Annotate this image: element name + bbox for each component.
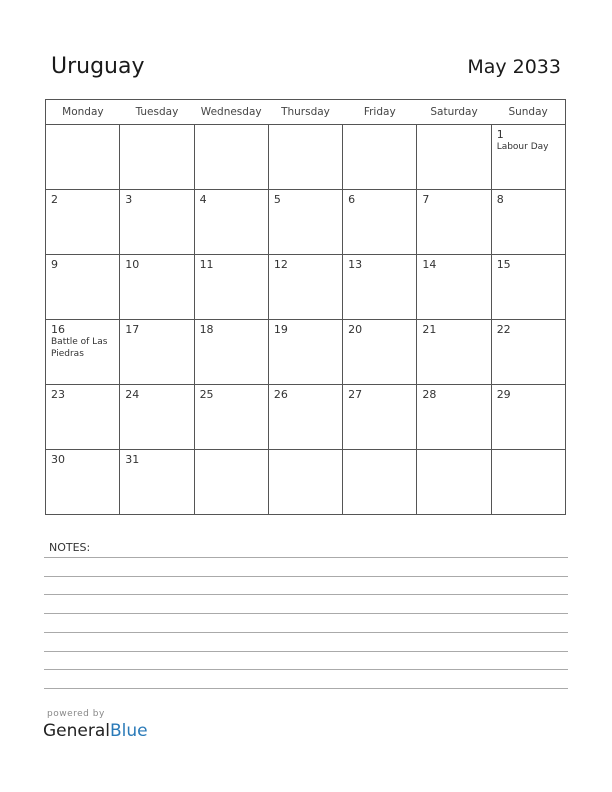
day-cell xyxy=(120,320,194,385)
day-number: 12 xyxy=(273,258,288,271)
holiday-label: Labour Day xyxy=(496,142,549,152)
day-number: 21 xyxy=(422,323,437,336)
weekday-saturday: Saturday xyxy=(417,100,491,125)
weekday-thursday: Thursday xyxy=(268,100,342,125)
day-number: 29 xyxy=(496,388,511,401)
day-number: 8 xyxy=(496,193,504,206)
day-number: 17 xyxy=(125,323,140,336)
day-cell xyxy=(491,190,565,255)
note-line xyxy=(44,613,568,614)
day-cell xyxy=(491,125,565,190)
holiday-label: Battle of Las Piedras xyxy=(51,337,108,359)
weekday-tuesday: Tuesday xyxy=(120,100,194,125)
day-cell xyxy=(491,450,565,515)
day-cell xyxy=(343,320,417,385)
day-cell xyxy=(120,190,194,255)
day-cell xyxy=(417,385,491,450)
day-number: 31 xyxy=(125,453,140,466)
day-cell xyxy=(194,320,268,385)
day-number: 7 xyxy=(422,193,430,206)
day-number: 19 xyxy=(273,323,288,336)
day-cell xyxy=(268,190,342,255)
day-cell xyxy=(194,385,268,450)
week-row xyxy=(46,255,566,320)
week-row xyxy=(46,320,566,385)
day-number: 22 xyxy=(496,323,511,336)
day-cell xyxy=(194,190,268,255)
day-cell xyxy=(343,125,417,190)
week-row xyxy=(46,450,566,515)
day-cell xyxy=(194,255,268,320)
day-cell xyxy=(268,255,342,320)
calendar-grid xyxy=(45,99,566,515)
day-cell xyxy=(491,320,565,385)
day-number: 15 xyxy=(496,258,511,271)
note-line xyxy=(44,557,568,558)
day-cell xyxy=(268,125,342,190)
week-row xyxy=(46,190,566,255)
day-number: 2 xyxy=(51,193,58,206)
day-number: 3 xyxy=(125,193,133,206)
day-cell xyxy=(343,255,417,320)
day-cell xyxy=(491,385,565,450)
day-cell xyxy=(46,255,120,320)
day-number: 23 xyxy=(51,388,65,401)
note-line xyxy=(44,688,568,689)
day-cell xyxy=(268,450,342,515)
day-cell xyxy=(268,320,342,385)
day-cell xyxy=(194,125,268,190)
weekday-header-row xyxy=(46,100,566,125)
brand-general-text: General xyxy=(43,721,110,741)
day-cell xyxy=(417,255,491,320)
weekday-wednesday: Wednesday xyxy=(194,100,268,125)
day-cell xyxy=(268,385,342,450)
day-number: 9 xyxy=(51,258,58,271)
day-cell xyxy=(194,450,268,515)
day-cell xyxy=(46,450,120,515)
month-year-title: May 2033 xyxy=(467,56,561,78)
weekday-sunday: Sunday xyxy=(491,100,565,125)
day-number: 27 xyxy=(348,388,363,401)
day-number: 1 xyxy=(496,128,504,141)
week-row xyxy=(46,125,566,190)
day-cell xyxy=(120,385,194,450)
day-cell xyxy=(46,385,120,450)
day-cell xyxy=(120,125,194,190)
day-number: 5 xyxy=(273,193,281,206)
day-number: 24 xyxy=(125,388,140,401)
day-number: 10 xyxy=(125,258,140,271)
day-number: 14 xyxy=(422,258,437,271)
weekday-friday: Friday xyxy=(343,100,417,125)
powered-by-text: powered by xyxy=(47,709,105,719)
day-cell xyxy=(491,255,565,320)
day-number: 4 xyxy=(199,193,207,206)
day-cell xyxy=(120,450,194,515)
country-title: Uruguay xyxy=(51,54,145,79)
day-cell xyxy=(417,125,491,190)
note-line xyxy=(44,651,568,652)
day-cell xyxy=(120,255,194,320)
day-cell xyxy=(343,385,417,450)
day-cell xyxy=(417,190,491,255)
day-cell xyxy=(343,450,417,515)
day-number: 30 xyxy=(51,453,65,466)
notes-label: NOTES: xyxy=(49,541,91,554)
day-number: 13 xyxy=(348,258,363,271)
day-number: 6 xyxy=(348,193,356,206)
day-cell xyxy=(46,125,120,190)
day-number: 20 xyxy=(348,323,363,336)
day-number: 18 xyxy=(199,323,214,336)
note-line xyxy=(44,576,568,577)
day-cell xyxy=(46,320,120,385)
note-line xyxy=(44,632,568,633)
day-cell xyxy=(417,320,491,385)
weekday-monday: Monday xyxy=(46,100,120,125)
generalblue-logo[interactable] xyxy=(43,721,148,741)
note-line xyxy=(44,594,568,595)
day-number: 26 xyxy=(273,388,288,401)
note-line xyxy=(44,669,568,670)
day-cell xyxy=(417,450,491,515)
day-number: 25 xyxy=(199,388,214,401)
day-cell xyxy=(343,190,417,255)
brand-blue-text: Blue xyxy=(110,721,148,741)
day-cell xyxy=(46,190,120,255)
day-number: 16 xyxy=(51,323,65,336)
week-row xyxy=(46,385,566,450)
day-number: 28 xyxy=(422,388,437,401)
day-number: 11 xyxy=(199,258,214,271)
